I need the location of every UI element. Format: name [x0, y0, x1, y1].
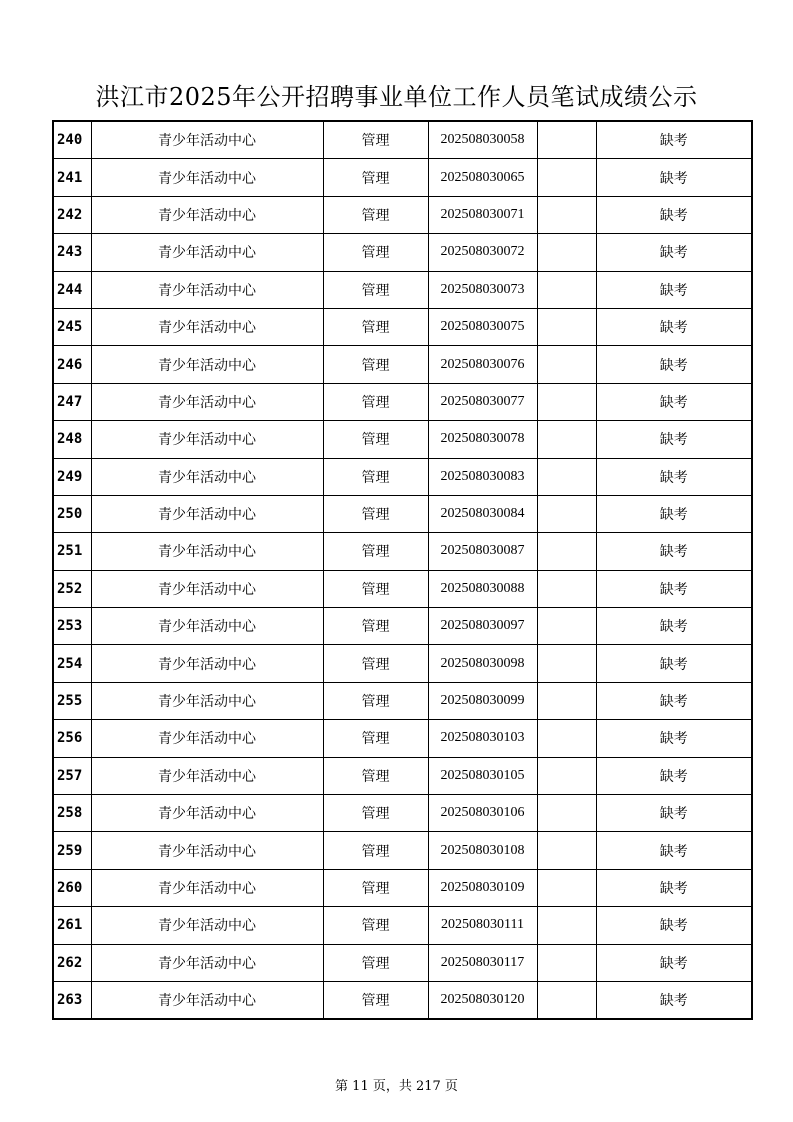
- post-cell: 管理: [323, 682, 428, 719]
- exam-number-cell: 202508030083: [428, 458, 537, 495]
- note-cell: 缺考: [596, 121, 752, 159]
- exam-number-cell: 202508030106: [428, 795, 537, 832]
- table-row: [53, 944, 752, 981]
- score-cell: [537, 495, 596, 532]
- table-row: [53, 308, 752, 345]
- note-cell: 缺考: [596, 645, 752, 682]
- score-cell: [537, 234, 596, 271]
- seq-cell: 247: [53, 383, 91, 420]
- note-cell: 缺考: [596, 570, 752, 607]
- table-row: [53, 533, 752, 570]
- post-cell: 管理: [323, 383, 428, 420]
- post-cell: 管理: [323, 495, 428, 532]
- post-cell: 管理: [323, 458, 428, 495]
- unit-cell: 青少年活动中心: [91, 458, 323, 495]
- score-cell: [537, 682, 596, 719]
- exam-number-cell: 202508030099: [428, 682, 537, 719]
- unit-cell: 青少年活动中心: [91, 159, 323, 196]
- score-cell: [537, 757, 596, 794]
- post-cell: 管理: [323, 608, 428, 645]
- table-row: [53, 608, 752, 645]
- note-cell: 缺考: [596, 421, 752, 458]
- post-cell: 管理: [323, 907, 428, 944]
- score-cell: [537, 869, 596, 906]
- exam-number-cell: 202508030072: [428, 234, 537, 271]
- seq-cell: 245: [53, 308, 91, 345]
- note-cell: 缺考: [596, 308, 752, 345]
- note-cell: 缺考: [596, 495, 752, 532]
- post-cell: 管理: [323, 869, 428, 906]
- post-cell: 管理: [323, 757, 428, 794]
- note-cell: 缺考: [596, 271, 752, 308]
- note-cell: 缺考: [596, 608, 752, 645]
- post-cell: 管理: [323, 346, 428, 383]
- seq-cell: 250: [53, 495, 91, 532]
- note-cell: 缺考: [596, 682, 752, 719]
- score-cell: [537, 645, 596, 682]
- unit-cell: 青少年活动中心: [91, 682, 323, 719]
- post-cell: 管理: [323, 159, 428, 196]
- table-row: [53, 458, 752, 495]
- seq-cell: 259: [53, 832, 91, 869]
- unit-cell: 青少年活动中心: [91, 944, 323, 981]
- seq-cell: 253: [53, 608, 91, 645]
- results-table-body: [53, 121, 752, 1019]
- post-cell: 管理: [323, 533, 428, 570]
- exam-number-cell: 202508030078: [428, 421, 537, 458]
- post-cell: 管理: [323, 944, 428, 981]
- unit-cell: 青少年活动中心: [91, 608, 323, 645]
- unit-cell: 青少年活动中心: [91, 570, 323, 607]
- seq-cell: 241: [53, 159, 91, 196]
- exam-number-cell: 202508030076: [428, 346, 537, 383]
- unit-cell: 青少年活动中心: [91, 121, 323, 159]
- note-cell: 缺考: [596, 234, 752, 271]
- score-cell: [537, 346, 596, 383]
- unit-cell: 青少年活动中心: [91, 907, 323, 944]
- unit-cell: 青少年活动中心: [91, 533, 323, 570]
- score-cell: [537, 458, 596, 495]
- page-footer: 第 11 页，共 217 页: [335, 1079, 458, 1094]
- note-cell: 缺考: [596, 383, 752, 420]
- table-row: [53, 869, 752, 906]
- note-cell: 缺考: [596, 458, 752, 495]
- note-cell: 缺考: [596, 346, 752, 383]
- unit-cell: 青少年活动中心: [91, 196, 323, 233]
- seq-cell: 263: [53, 981, 91, 1019]
- seq-cell: 251: [53, 533, 91, 570]
- score-cell: [537, 720, 596, 757]
- table-row: [53, 159, 752, 196]
- post-cell: 管理: [323, 196, 428, 233]
- exam-number-cell: 202508030075: [428, 308, 537, 345]
- table-row: [53, 720, 752, 757]
- score-cell: [537, 533, 596, 570]
- seq-cell: 261: [53, 907, 91, 944]
- post-cell: 管理: [323, 421, 428, 458]
- score-cell: [537, 271, 596, 308]
- exam-number-cell: 202508030111: [428, 907, 537, 944]
- seq-cell: 243: [53, 234, 91, 271]
- table-row: [53, 981, 752, 1019]
- score-cell: [537, 308, 596, 345]
- unit-cell: 青少年活动中心: [91, 234, 323, 271]
- table-row: [53, 346, 752, 383]
- table-row: [53, 421, 752, 458]
- note-cell: 缺考: [596, 720, 752, 757]
- score-cell: [537, 570, 596, 607]
- seq-cell: 262: [53, 944, 91, 981]
- post-cell: 管理: [323, 234, 428, 271]
- table-row: [53, 795, 752, 832]
- seq-cell: 252: [53, 570, 91, 607]
- score-cell: [537, 196, 596, 233]
- unit-cell: 青少年活动中心: [91, 308, 323, 345]
- note-cell: 缺考: [596, 533, 752, 570]
- exam-number-cell: 202508030097: [428, 608, 537, 645]
- table-row: [53, 757, 752, 794]
- note-cell: 缺考: [596, 981, 752, 1019]
- table-row: [53, 121, 752, 159]
- exam-number-cell: 202508030071: [428, 196, 537, 233]
- unit-cell: 青少年活动中心: [91, 720, 323, 757]
- exam-number-cell: 202508030103: [428, 720, 537, 757]
- seq-cell: 249: [53, 458, 91, 495]
- score-cell: [537, 832, 596, 869]
- exam-number-cell: 202508030120: [428, 981, 537, 1019]
- table-row: [53, 832, 752, 869]
- post-cell: 管理: [323, 832, 428, 869]
- exam-number-cell: 202508030058: [428, 121, 537, 159]
- unit-cell: 青少年活动中心: [91, 421, 323, 458]
- exam-number-cell: 202508030105: [428, 757, 537, 794]
- note-cell: 缺考: [596, 944, 752, 981]
- table-row: [53, 645, 752, 682]
- post-cell: 管理: [323, 645, 428, 682]
- unit-cell: 青少年活动中心: [91, 832, 323, 869]
- exam-number-cell: 202508030109: [428, 869, 537, 906]
- seq-cell: 254: [53, 645, 91, 682]
- unit-cell: 青少年活动中心: [91, 383, 323, 420]
- table-row: [53, 570, 752, 607]
- note-cell: 缺考: [596, 869, 752, 906]
- score-cell: [537, 795, 596, 832]
- exam-number-cell: 202508030087: [428, 533, 537, 570]
- table-row: [53, 907, 752, 944]
- exam-number-cell: 202508030077: [428, 383, 537, 420]
- seq-cell: 240: [53, 121, 91, 159]
- table-row: [53, 271, 752, 308]
- note-cell: 缺考: [596, 832, 752, 869]
- note-cell: 缺考: [596, 196, 752, 233]
- post-cell: 管理: [323, 308, 428, 345]
- score-cell: [537, 159, 596, 196]
- seq-cell: 255: [53, 682, 91, 719]
- unit-cell: 青少年活动中心: [91, 271, 323, 308]
- unit-cell: 青少年活动中心: [91, 869, 323, 906]
- score-cell: [537, 121, 596, 159]
- seq-cell: 244: [53, 271, 91, 308]
- seq-cell: 257: [53, 757, 91, 794]
- exam-number-cell: 202508030117: [428, 944, 537, 981]
- post-cell: 管理: [323, 720, 428, 757]
- unit-cell: 青少年活动中心: [91, 346, 323, 383]
- post-cell: 管理: [323, 271, 428, 308]
- seq-cell: 246: [53, 346, 91, 383]
- table-row: [53, 495, 752, 532]
- score-cell: [537, 421, 596, 458]
- exam-number-cell: 202508030088: [428, 570, 537, 607]
- post-cell: 管理: [323, 121, 428, 159]
- score-cell: [537, 944, 596, 981]
- note-cell: 缺考: [596, 795, 752, 832]
- exam-number-cell: 202508030065: [428, 159, 537, 196]
- seq-cell: 258: [53, 795, 91, 832]
- results-table: [52, 120, 753, 1020]
- post-cell: 管理: [323, 570, 428, 607]
- table-row: [53, 383, 752, 420]
- post-cell: 管理: [323, 795, 428, 832]
- seq-cell: 242: [53, 196, 91, 233]
- score-cell: [537, 383, 596, 420]
- table-row: [53, 196, 752, 233]
- table-row: [53, 682, 752, 719]
- score-cell: [537, 981, 596, 1019]
- exam-number-cell: 202508030073: [428, 271, 537, 308]
- unit-cell: 青少年活动中心: [91, 981, 323, 1019]
- score-cell: [537, 907, 596, 944]
- exam-number-cell: 202508030108: [428, 832, 537, 869]
- page-title: 洪江市2025年公开招聘事业单位工作人员笔试成绩公示: [95, 83, 698, 111]
- seq-cell: 256: [53, 720, 91, 757]
- unit-cell: 青少年活动中心: [91, 795, 323, 832]
- note-cell: 缺考: [596, 757, 752, 794]
- unit-cell: 青少年活动中心: [91, 645, 323, 682]
- seq-cell: 248: [53, 421, 91, 458]
- score-cell: [537, 608, 596, 645]
- post-cell: 管理: [323, 981, 428, 1019]
- exam-number-cell: 202508030098: [428, 645, 537, 682]
- table-row: [53, 234, 752, 271]
- exam-number-cell: 202508030084: [428, 495, 537, 532]
- note-cell: 缺考: [596, 907, 752, 944]
- note-cell: 缺考: [596, 159, 752, 196]
- unit-cell: 青少年活动中心: [91, 757, 323, 794]
- seq-cell: 260: [53, 869, 91, 906]
- unit-cell: 青少年活动中心: [91, 495, 323, 532]
